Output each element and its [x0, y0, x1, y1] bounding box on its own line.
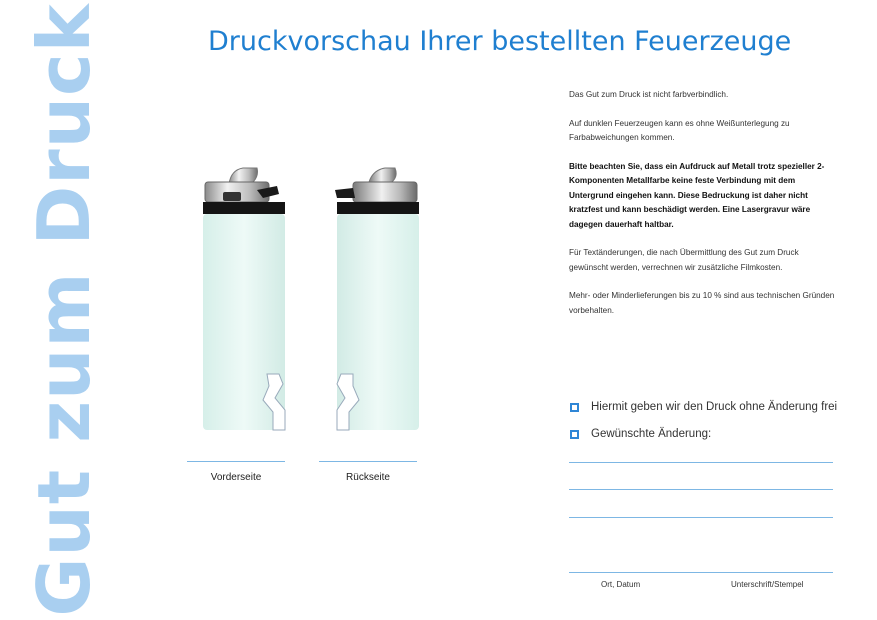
note-quantity-tolerance: Mehr- oder Minderlieferungen bis zu 10 % sind aus technischen Gründen vorbehalten.	[569, 291, 835, 315]
lighter-back-svg	[333, 162, 433, 442]
release-checkbox[interactable]	[570, 403, 579, 412]
notes-section	[569, 88, 839, 332]
signature-stamp-label: Unterschrift/Stempel	[731, 580, 804, 589]
page-title: Druckvorschau Ihrer bestellten Feuerzeuge	[208, 26, 792, 57]
note-text-changes: Für Textänderungen, die nach Übermittlung des Gut zum Druck gewünscht werden, verrechnen wir zusätzliche Filmkosten.	[569, 248, 799, 272]
note-metal-print: Bitte beachten Sie, dass ein Aufdruck auf Metall trotz spezieller 2-Komponenten Metallfarbe keine feste Verbindung mit dem Untergrund eingehen kann. Diese Bedruckung ist daher nicht kratzfest und kann beschädigt werden. Eine Lasergravur wäre dagegen dauerhaft haltbar.	[569, 161, 825, 229]
release-option[interactable]	[570, 401, 837, 413]
note-dark-lighters: Auf dunklen Feuerzeugen kann es ohne Weißunterlegung zu Farbabweichungen kommen.	[569, 118, 790, 142]
change-line-2[interactable]	[569, 489, 833, 490]
change-option[interactable]	[570, 428, 711, 440]
side-title	[0, 0, 120, 620]
side-title-text: Gut zum Druck	[22, 3, 106, 617]
note-color-binding: Das Gut zum Druck ist nicht farbverbindlich.	[569, 90, 729, 99]
back-caption: Rückseite	[346, 472, 390, 483]
change-checkbox[interactable]	[570, 430, 579, 439]
front-caption: Vorderseite	[210, 472, 262, 483]
front-caption-line	[187, 461, 285, 462]
change-line-3[interactable]	[569, 517, 833, 518]
signature-line[interactable]	[569, 572, 833, 573]
place-date-label: Ort, Datum	[601, 580, 641, 589]
release-option-label: Hiermit geben wir den Druck ohne Änderung frei	[591, 401, 838, 413]
change-option-label: Gewünschte Änderung:	[591, 428, 712, 440]
change-line-1[interactable]	[569, 462, 833, 463]
lighter-front-image	[199, 162, 299, 442]
lighter-front-svg	[199, 162, 299, 442]
lighter-back-image	[333, 162, 433, 442]
back-caption-line	[319, 461, 417, 462]
